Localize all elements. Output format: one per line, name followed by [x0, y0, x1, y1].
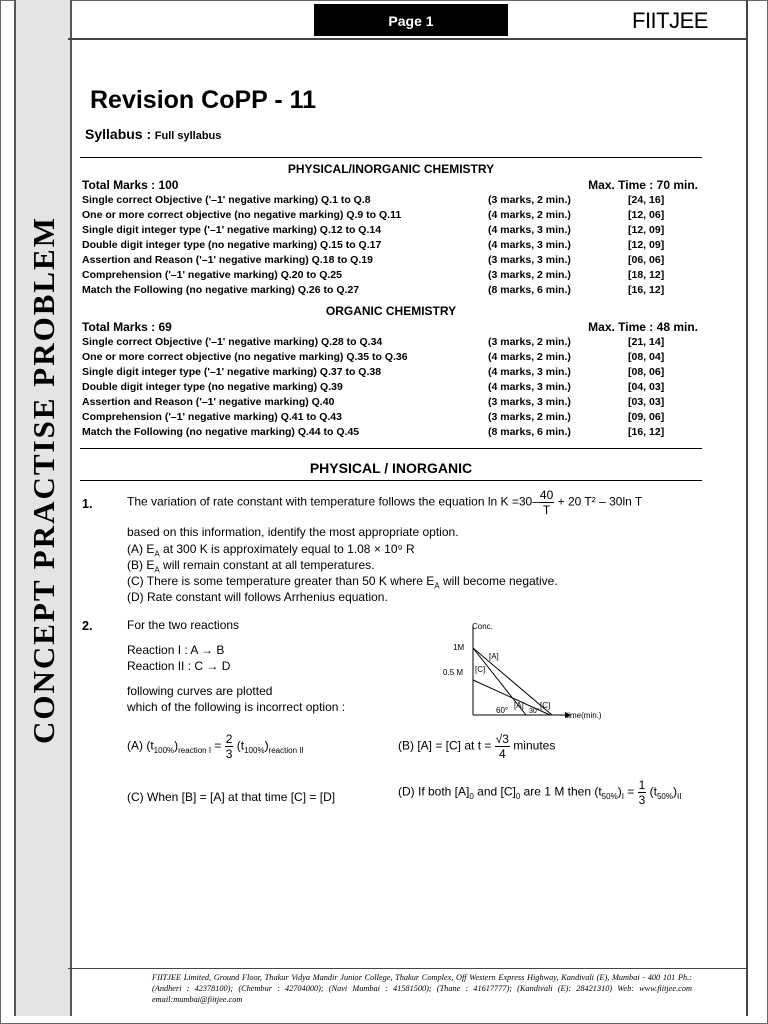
q2-option-b — [398, 732, 555, 761]
side-title: CONCEPT PRACTISE PROBLEM — [26, 216, 61, 744]
section-heading: ORGANIC CHEMISTRY — [325, 304, 457, 318]
y-axis-label: Conc. — [472, 622, 493, 631]
question-type: Match the Following (no negative marking) Q.26 to Q.27 — [82, 283, 360, 296]
fraction-numerator: 1 — [638, 778, 646, 792]
score-cell: [16, 12] — [628, 425, 665, 438]
option-text: ) — [617, 784, 622, 799]
score-cell: [06, 06] — [628, 253, 665, 266]
q1-line2: based on this information, identify the most appropriate option. — [127, 525, 459, 539]
right-rule — [746, 0, 748, 1016]
subscript: 100% — [244, 746, 265, 756]
option-text: (A) (t — [127, 738, 154, 753]
question-number: 2. — [82, 619, 93, 633]
marks-cell: (3 marks, 2 min.) — [488, 410, 571, 423]
q1-stem-start: The variation of rate constant with temperature follows the equation ln K =30– — [127, 494, 539, 509]
q1-option-d: (D) Rate constant will follows Arrhenius equation. — [127, 590, 388, 604]
table-row — [82, 394, 702, 409]
score-cell: [12, 09] — [628, 223, 665, 236]
marks-cell: (3 marks, 3 min.) — [488, 253, 571, 266]
syllabus-line — [85, 126, 221, 142]
marks-cell: (4 marks, 2 min.) — [488, 350, 571, 363]
subscript: 100% — [153, 746, 175, 756]
score-cell: [12, 06] — [628, 208, 665, 221]
footer-address: FIITJEE Limited, Ground Floor, Thakur Vidya Mandir Junior College, Thakur Complex, Off Western Express Highway, Kandivali (E), Mumbai - 400 101 Ph.: (Andheri : 42378100); (Chembur : 42704000); (Navi Mumbai : 41581500); (Thane : 41617777); (Kandivali (E): 28421310) Web: www.fiitjee.com email:mumbai@fiitjee.com — [152, 973, 692, 1004]
question-type: Comprehension ('–1' negative marking) Q.20 to Q.25 — [82, 268, 342, 281]
score-cell: [21, 14] — [628, 335, 665, 348]
question-type: Single digit integer type ('–1' negative marking) Q.37 to Q.38 — [82, 365, 382, 378]
option-text: are 1 M then (t — [520, 784, 602, 799]
q1-stem — [127, 488, 642, 517]
score-cell: [03, 03] — [628, 395, 665, 408]
brand-logo: FIITJEE — [632, 8, 708, 33]
marks-cell: (4 marks, 3 min.) — [488, 238, 571, 251]
marks-cell: (8 marks, 6 min.) — [488, 425, 571, 438]
q1-option-b — [127, 558, 374, 574]
marks-cell: (4 marks, 3 min.) — [488, 365, 571, 378]
x-axis-label: time(min.) — [566, 711, 602, 720]
fraction-numerator: 40 — [539, 488, 554, 502]
total-marks: Total Marks : 100 — [82, 178, 179, 192]
table-row — [82, 222, 702, 237]
label-c-top: [C] — [475, 665, 486, 674]
q2-option-d — [398, 778, 681, 807]
option-text: ) — [174, 738, 179, 753]
marks-cell: (4 marks, 3 min.) — [488, 223, 571, 236]
header-rule — [68, 38, 748, 40]
q2-reaction-1: Reaction I : A → B — [127, 643, 225, 657]
divider — [80, 448, 702, 449]
table-row — [82, 364, 702, 379]
q2-option-a — [127, 732, 304, 761]
fraction-denominator: 4 — [498, 747, 506, 761]
marks-cell: (8 marks, 6 min.) — [488, 283, 571, 296]
marks-cell: (4 marks, 2 min.) — [488, 208, 571, 221]
fraction-denominator: T — [542, 503, 551, 517]
concentration-time-graph — [440, 620, 620, 730]
tick-1m: 1M — [453, 643, 465, 652]
totals-row — [82, 320, 698, 334]
fraction — [539, 488, 554, 517]
label-a-bottom: [A] — [514, 701, 524, 710]
option-text: will remain constant at all temperatures. — [159, 558, 375, 572]
max-time: Max. Time : 48 min. — [588, 320, 698, 334]
divider — [80, 480, 702, 481]
fraction-numerator: 2 — [225, 732, 233, 746]
fraction — [638, 778, 647, 807]
subscript: reaction II — [268, 746, 304, 756]
table-row — [82, 267, 702, 282]
fraction — [495, 732, 510, 761]
score-cell: [04, 03] — [628, 380, 665, 393]
option-text: = — [211, 738, 225, 753]
option-text: (t — [233, 738, 245, 753]
subscript: 0 — [515, 792, 521, 802]
subscript: II — [676, 792, 682, 802]
option-text: (D) If both [A] — [398, 784, 470, 799]
q2-line3: following curves are plotted — [127, 684, 273, 698]
question-type: Assertion and Reason ('–1' negative marking) Q.40 — [82, 395, 335, 408]
subscript: A — [434, 581, 440, 591]
section-heading: PHYSICAL/INORGANIC CHEMISTRY — [287, 162, 495, 176]
question-type: Single digit integer type ('–1' negative marking) Q.12 to Q.14 — [82, 223, 382, 236]
option-text: (B) [A] = [C] at t = — [398, 738, 495, 753]
table-row — [82, 252, 702, 267]
table-row — [82, 237, 702, 252]
table-row — [82, 207, 702, 222]
score-cell: [18, 12] — [628, 268, 665, 281]
q1-stem-end: + 20 T² – 30ln T — [554, 494, 643, 509]
table-row — [82, 424, 702, 439]
table-row — [82, 192, 702, 207]
q2-option-c: (C) When [B] = [A] at that time [C] = [D] — [127, 790, 336, 804]
option-text: (C) There is some temperature greater than 50 K where E — [127, 574, 435, 588]
question-type: Match the Following (no negative marking) Q.44 to Q.45 — [82, 425, 360, 438]
angle-60: 60° — [496, 706, 509, 715]
q1-option-c — [127, 574, 558, 590]
option-text: and [C] — [473, 784, 516, 799]
question-type: One or more correct objective (no negative marking) Q.9 to Q.11 — [82, 208, 402, 221]
tick-half: 0.5 M — [443, 668, 464, 677]
table-row — [82, 349, 702, 364]
marks-cell: (3 marks, 3 min.) — [488, 395, 571, 408]
score-cell: [09, 06] — [628, 410, 665, 423]
q1-option-a — [127, 542, 415, 558]
marks-cell: (4 marks, 3 min.) — [488, 380, 571, 393]
score-cell: [08, 04] — [628, 350, 665, 363]
table-row — [82, 379, 702, 394]
q2-intro: For the two reactions — [127, 618, 240, 632]
subscript: 0 — [469, 792, 474, 802]
q2-line4: which of the following is incorrect option : — [127, 700, 346, 714]
score-cell: [16, 12] — [628, 283, 665, 296]
subscript: I — [621, 792, 624, 802]
question-type: Assertion and Reason ('–1' negative marking) Q.18 to Q.19 — [82, 253, 373, 266]
marking-table — [82, 192, 702, 297]
marking-table — [82, 334, 702, 439]
part-heading: PHYSICAL / INORGANIC — [309, 460, 473, 476]
option-text: (A) E — [127, 542, 155, 556]
fraction-denominator: 3 — [638, 793, 646, 807]
subscript: A — [154, 565, 160, 575]
table-row — [82, 282, 702, 297]
option-text: (B) E — [127, 558, 155, 572]
max-time: Max. Time : 70 min. — [588, 178, 698, 192]
page-label: Page 1 — [314, 4, 508, 36]
page-title: Revision CoPP - 11 — [90, 86, 317, 114]
score-cell: [24, 16] — [628, 193, 665, 206]
option-text: = — [623, 784, 638, 799]
subscript: 50% — [601, 792, 618, 802]
fraction-numerator: √3 — [495, 732, 509, 746]
footer-rule — [68, 968, 748, 969]
subscript: 50% — [656, 792, 673, 802]
question-type: One or more correct objective (no negative marking) Q.35 to Q.36 — [82, 350, 408, 363]
marks-cell: (3 marks, 2 min.) — [488, 193, 571, 206]
option-text: ) — [264, 738, 269, 753]
label-a-top: [A] — [489, 652, 499, 661]
q2-reaction-2: Reaction II : C → D — [127, 659, 231, 673]
subscript: A — [154, 549, 160, 559]
question-type: Double digit integer type (no negative marking) Q.15 to Q.17 — [82, 238, 382, 251]
score-cell: [12, 09] — [628, 238, 665, 251]
subscript: reaction I — [178, 746, 212, 756]
option-text: ) — [672, 784, 677, 799]
angle-30: 30° — [529, 708, 540, 715]
score-cell: [08, 06] — [628, 365, 665, 378]
question-type: Single correct Objective ('–1' negative marking) Q.1 to Q.8 — [82, 193, 371, 206]
divider — [80, 157, 702, 158]
total-marks: Total Marks : 69 — [82, 320, 172, 334]
marks-cell: (3 marks, 2 min.) — [488, 268, 571, 281]
question-type: Comprehension ('–1' negative marking) Q.41 to Q.43 — [82, 410, 342, 423]
fraction-denominator: 3 — [225, 747, 233, 761]
option-text: at 300 K is approximately equal to 1.08 × 10⁹ R — [159, 542, 415, 556]
option-text: (t — [646, 784, 657, 799]
totals-row — [82, 178, 698, 192]
question-type: Double digit integer type (no negative marking) Q.39 — [82, 380, 343, 393]
syllabus-value: Full syllabus — [154, 130, 222, 142]
label-c-bottom: [C] — [540, 701, 551, 710]
option-text: will become negative. — [439, 574, 558, 588]
syllabus-label: Syllabus : — [85, 126, 152, 142]
option-text: minutes — [509, 738, 556, 753]
question-number: 1. — [82, 497, 93, 511]
table-row — [82, 409, 702, 424]
marks-cell: (3 marks, 2 min.) — [488, 335, 571, 348]
table-row — [82, 334, 702, 349]
question-type: Single correct Objective ('–1' negative marking) Q.28 to Q.34 — [82, 335, 383, 348]
